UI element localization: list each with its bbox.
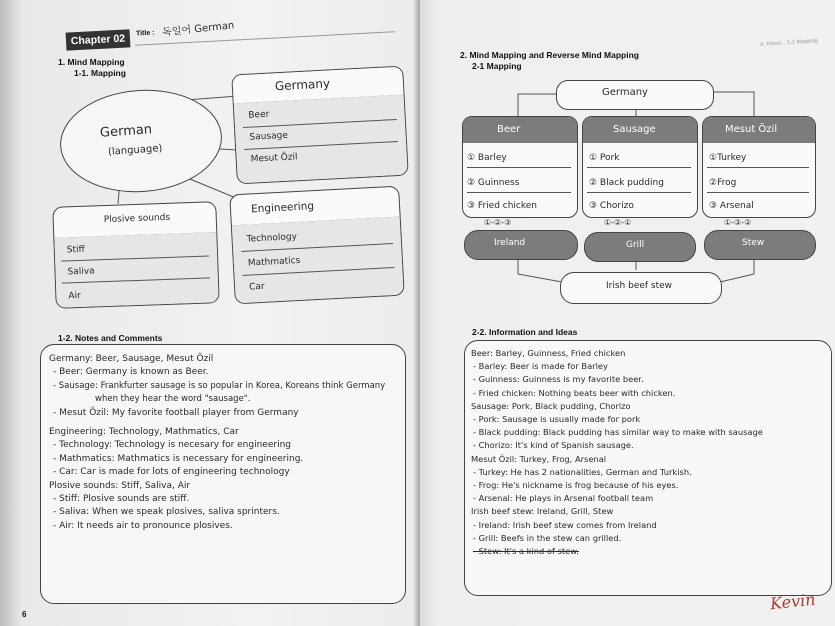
germany-box: [231, 66, 409, 185]
beer-header: Beer: [497, 124, 521, 135]
note-line: Plosive sounds: Stiff, Saliva, Air: [49, 480, 191, 491]
sausage-order: ①-②-①: [604, 218, 632, 227]
sausage-column: [582, 116, 698, 218]
page-number: 6: [22, 610, 27, 619]
germany-node-label: Germany: [602, 87, 648, 98]
sausage-item: ① Pork: [589, 153, 620, 163]
info-line: Irish beef stew: Ireland, Grill, Stew: [471, 506, 614, 517]
engineering-header: Engineering: [250, 200, 315, 216]
chapter-tab: Chapter 02: [66, 29, 131, 50]
germany-item: Sausage: [249, 130, 289, 143]
grill-label: Grill: [626, 240, 645, 250]
edge-text: A. Rever... 1-1 Mapping: [759, 37, 818, 49]
engineering-item: Technology: [246, 232, 298, 245]
info-line: Beer: Barley, Guinness, Fried chicken: [471, 348, 626, 358]
plosive-item: Saliva: [67, 266, 95, 278]
info-line: Mesut Özil: Turkey, Frog, Arsenal: [471, 453, 607, 464]
center-sublabel: (language): [107, 143, 163, 158]
info-line: - Turkey: He has 2 nationalities, German and Turkish.: [473, 466, 692, 477]
beer-order: ①-②-③: [484, 218, 512, 227]
info-title: 2-2. Information and Ideas: [472, 327, 578, 337]
sausage-item: ② Black pudding: [589, 178, 664, 188]
note-line: when they hear the word "sausage".: [95, 394, 251, 405]
note-line: - Car: Car is made for lots of engineering technology: [53, 467, 290, 478]
note-line: - Stiff: Plosive sounds are stiff.: [53, 494, 190, 505]
engineering-item: Mathmatics: [247, 255, 301, 269]
info-list: [471, 347, 825, 558]
info-line: Sausage: Pork, Black pudding, Chorizo: [471, 400, 631, 411]
center-label: German: [99, 122, 153, 141]
note-line: - Sausage: Frankfurter sausage is so popular in Korea, Koreans think Germany: [53, 380, 386, 391]
note-line: - Mathmatics: Mathmatics is necessary for engineering.: [53, 453, 304, 464]
beer-item: ① Barley: [467, 153, 507, 163]
section-reverse-mapping: 2. Mind Mapping and Reverse Mind Mapping: [460, 50, 639, 60]
notes-list: [49, 353, 399, 533]
note-line: Engineering: Technology, Mathmatics, Car: [49, 427, 239, 438]
ozil-item: ②Frog: [709, 178, 737, 188]
info-box: [464, 340, 832, 596]
plosive-box: [52, 201, 219, 309]
beer-item: ② Guinness: [467, 178, 520, 188]
note-line: Germany: Beer, Sausage, Mesut Özil: [49, 354, 214, 364]
info-line: - Chorizo: It's kind of Spanish sausage.: [473, 440, 634, 451]
info-line: - Pork: Sausage is usually made for pork: [473, 414, 641, 425]
result-label: Irish beef stew: [606, 281, 673, 291]
ireland-label: Ireland: [494, 238, 526, 248]
germany-header: Germany: [274, 76, 331, 94]
info-line: - Grill: Beefs in the stew can grilled.: [473, 532, 622, 543]
engineering-box: [229, 186, 405, 305]
plosive-header: Plosive sounds: [103, 212, 171, 226]
sausage-header: Sausage: [613, 124, 656, 135]
info-line: - Barley: Beer is made for Barley: [473, 361, 608, 372]
stew-label: Stew: [742, 238, 765, 248]
right-page: [420, 0, 835, 626]
sausage-item: ③ Chorizo: [589, 201, 634, 211]
ozil-column: [702, 116, 816, 218]
info-line: - Arsenal: He plays in Arsenal football team: [473, 493, 654, 504]
plosive-item: Stiff: [66, 244, 85, 256]
notes-box: [40, 344, 406, 604]
info-line: - Ireland: Irish beef stew comes from Ireland: [473, 519, 657, 530]
info-line: - Black pudding: Black pudding has similar way to make with sausage: [473, 427, 763, 438]
info-line: - Frog: He's nickname is frog because of his eyes.: [473, 480, 679, 491]
info-line: - Stew: It's a kind of stew.: [473, 546, 579, 557]
germany-item: Mesut Özil: [250, 152, 298, 165]
section-mapping: 1-1. Mapping: [74, 68, 126, 78]
info-line: - Fried chicken: Nothing beats beer with chicken.: [473, 387, 676, 398]
section-mind-mapping: 1. Mind Mapping: [58, 57, 125, 67]
ozil-item: ③ Arsenal: [709, 201, 754, 211]
beer-item: ③ Fried chicken: [467, 201, 537, 211]
beer-column: [462, 116, 578, 218]
section-2-1: 2-1 Mapping: [472, 61, 522, 71]
note-line: - Saliva: When we speak plosives, saliva sprinters.: [53, 507, 280, 518]
info-line: - Guinness: Guinness is my favorite beer.: [473, 374, 644, 385]
germany-item: Beer: [248, 109, 270, 121]
engineering-item: Car: [248, 281, 265, 293]
note-line: - Technology: Technology is necesary for engineering: [53, 440, 291, 451]
signature: Kevin: [769, 589, 817, 614]
note-line: - Air: It needs air to pronounce plosives.: [53, 520, 233, 531]
ozil-header: Mesut Özil: [725, 124, 778, 135]
note-line: - Mesut Özil: My favorite football player from Germany: [53, 407, 299, 418]
note-line: - Beer: Germany is known as Beer.: [53, 367, 209, 378]
title-value: 독일어 German: [161, 20, 235, 39]
plosive-item: Air: [68, 290, 81, 302]
title-label: Title :: [135, 29, 155, 38]
ozil-item: ①Turkey: [709, 153, 747, 163]
notes-title: 1-2. Notes and Comments: [58, 333, 163, 343]
ozil-order: ①-③-②: [724, 218, 752, 227]
